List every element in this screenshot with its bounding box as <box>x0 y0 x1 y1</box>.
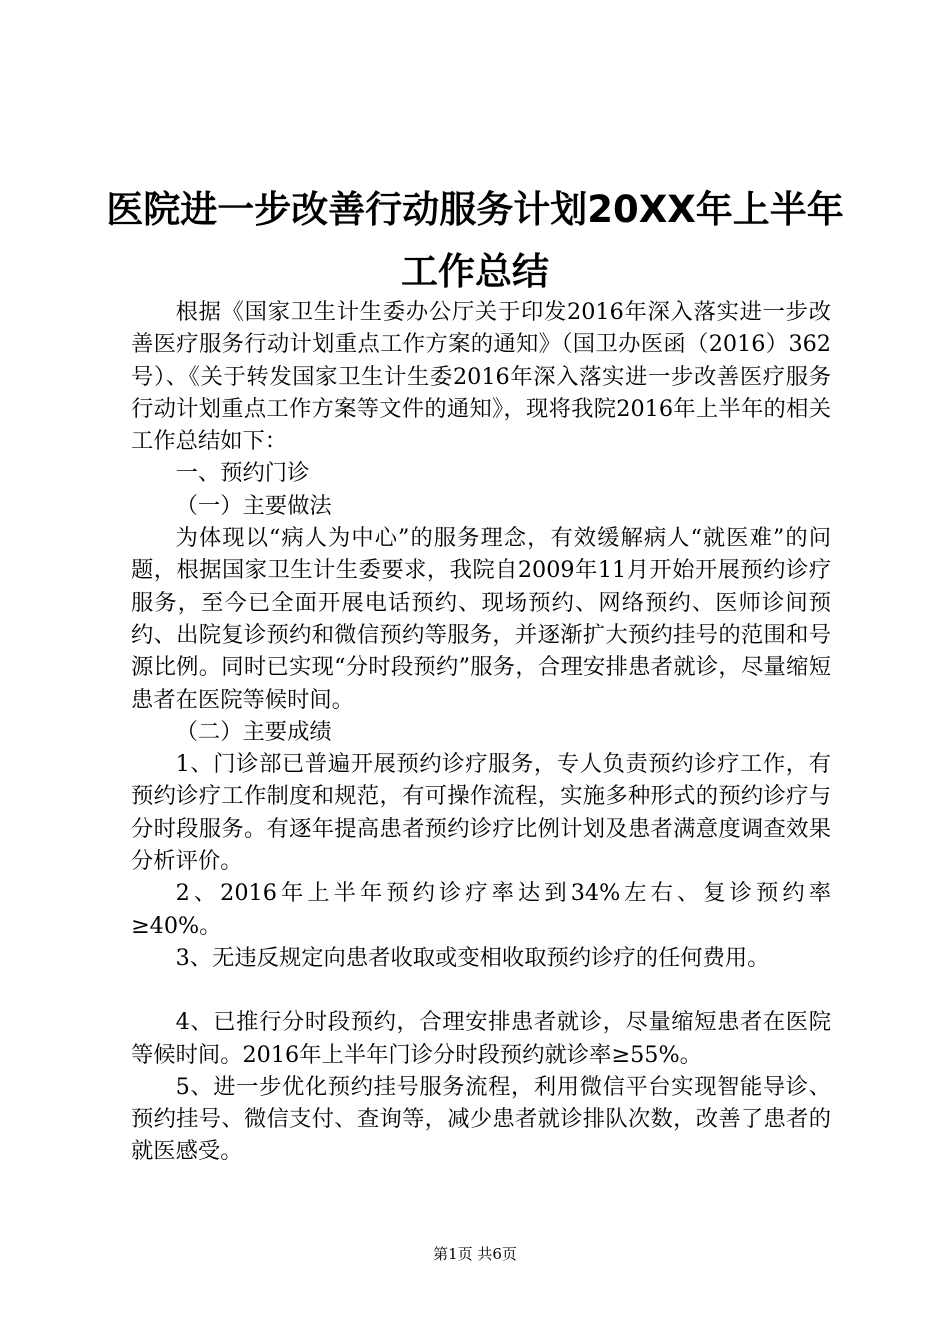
result-item-3: 3、无违反规定向患者收取或变相收取预约诊疗的任何费用。 <box>175 944 770 971</box>
result-item-4: 4、已推行分时段预约，合理安排患者就诊，尽量缩短患者在医院等候时间。2016年上半年门诊分时段预约就诊率≥55%。 <box>131 1009 831 1068</box>
subsection-heading-methods: （一）主要做法 <box>175 492 332 519</box>
document-body <box>131 296 831 1168</box>
document-title-line-2: 工作总结 <box>401 250 549 293</box>
page-footer: 第1页 共6页 <box>433 1245 517 1263</box>
section-heading-appointment: 一、预约门诊 <box>175 460 310 487</box>
subsection-heading-results: （二）主要成绩 <box>175 718 332 745</box>
result-item-1: 1、门诊部已普遍开展预约诊疗服务，专人负责预约诊疗工作，有预约诊疗工作制度和规范，有可操作流程，实施多种形式的预约诊疗与分时段服务。有逐年提高患者预约诊疗比例计划及患者满意度调查效果分析评价。 <box>131 751 831 875</box>
result-item-5: 5、进一步优化预约挂号服务流程，利用微信平台实现智能导诊、预约挂号、微信支付、查询等，减少患者就诊排队次数，改善了患者的就医感受。 <box>131 1073 831 1165</box>
document-title-line-1: 医院进一步改善行动服务计划20XX年上半年 <box>106 188 844 231</box>
result-item-2: 2、2016年上半年预约诊疗率达到34%左右、复诊预约率≥40%。 <box>131 880 831 939</box>
methods-paragraph: 为体现以“病人为中心”的服务理念，有效缓解病人“就医难”的问题，根据国家卫生计生委要求，我院自2009年11月开始开展预约诊疗服务，至今已全面开展电话预约、现场预约、网络预约、医师诊间预约、出院复诊预约和微信预约等服务，并逐渐扩大预约挂号的范围和号源比例。同时已实现“分时段预约”服务，合理安排患者就诊，尽量缩短患者在医院等候时间。 <box>131 525 831 713</box>
intro-paragraph: 根据《国家卫生计生委办公厅关于印发2016年深入落实进一步改善医疗服务行动计划重点工作方案的通知》（国卫办医函（2016）362号）、《关于转发国家卫生计生委2016年深入落实进一步改善医疗服务行动计划重点工作方案等文件的通知》，现将我院2016年上半年的相关工作总结如下： <box>131 299 831 455</box>
